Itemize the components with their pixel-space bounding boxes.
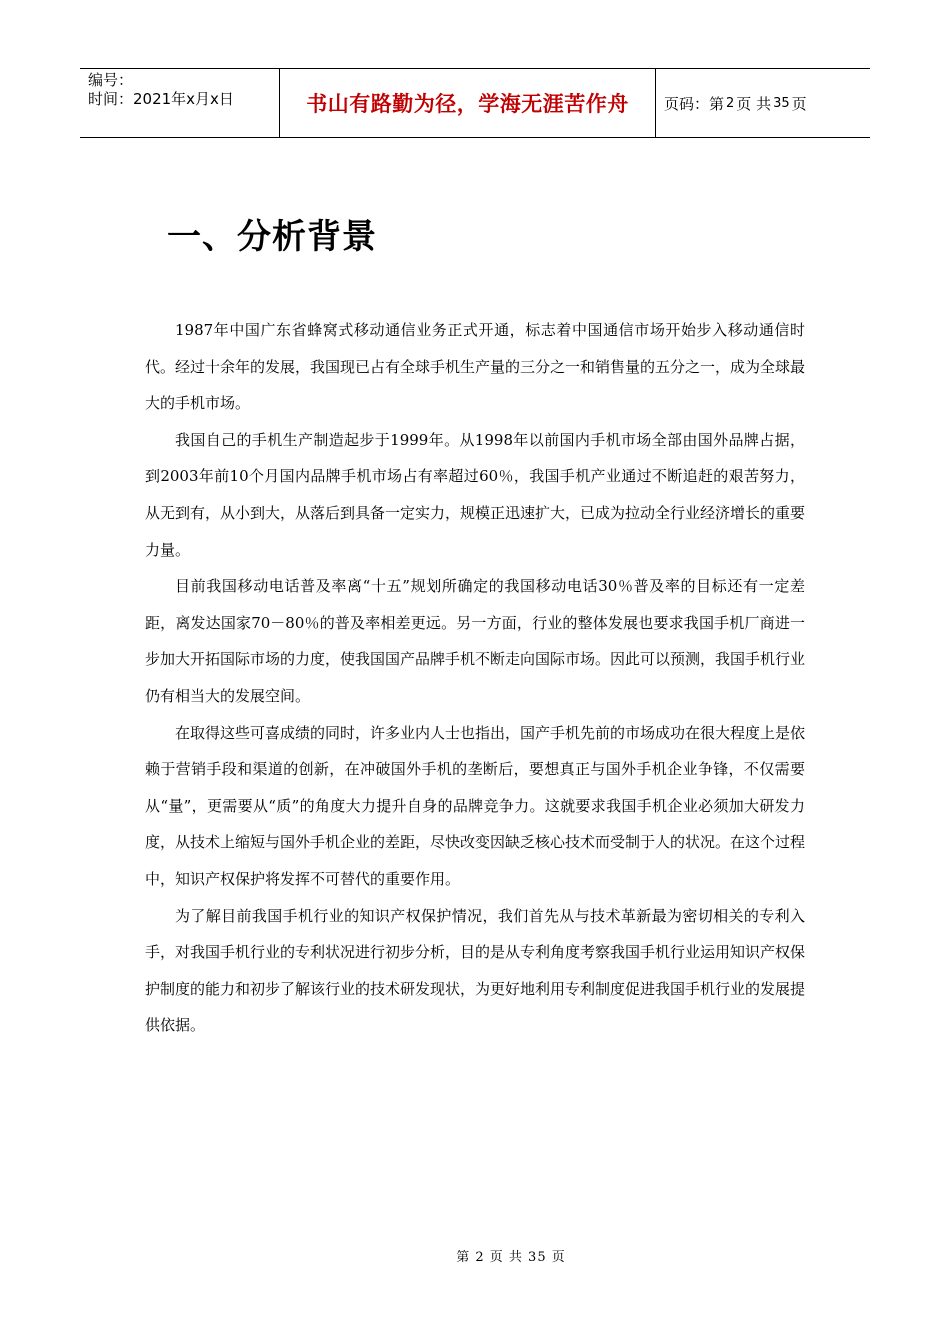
page-prefix: 页码：第	[664, 94, 725, 113]
page-header	[80, 68, 870, 138]
paragraph-1: 1987年中国广东省蜂窝式移动通信业务正式开通，标志着中国通信市场开始步入移动通信时代。经过十余年的发展，我国现已占有全球手机生产量的三分之一和销售量的五分之一，成为全球最大的手机市场。	[145, 321, 806, 413]
page-footer: 第 2 页 共 35 页	[456, 1250, 566, 1265]
paragraph-5: 为了解目前我国手机行业的知识产权保护情况，我们首先从与技术革新最为密切相关的专利入手，对我国手机行业的专利状况进行初步分析，目的是从专利角度考察我国手机行业运用知识产权保护制度的能力和初步了解该行业的技术研发现状，为更好地利用专利制度促进我国手机行业的发展提供依据。	[145, 906, 806, 1035]
page-suffix: 页	[791, 94, 807, 113]
paragraph-3: 目前我国移动电话普及率离“十五”规划所确定的我国移动电话30％普及率的目标还有一定差距，离发达国家70－80％的普及率相差更远。另一方面，行业的整体发展也要求我国手机厂商进一步加大开拓国际市场的力度，使我国国产品牌手机不断走向国际市场。因此可以预测，我国手机行业仍有相当大的发展空间。	[145, 577, 806, 705]
header-meta	[80, 69, 280, 137]
body-text	[145, 312, 805, 1044]
document-time-label: 时间：2021年x月x日	[88, 90, 234, 108]
section-heading: 一、分析背景	[167, 216, 377, 257]
page-mid: 页 共	[736, 94, 772, 113]
document-number-label: 编号：	[88, 71, 134, 89]
paragraph-2: 我国自己的手机生产制造起步于1999年。从1998年以前国内手机市场全部由国外品牌占据，到2003年前10个月国内品牌手机市场占有率超过60％，我国手机产业通过不断追赶的艰苦努力，从无到有，从小到大，从落后到具备一定实力，规模正迅速扩大，已成为拉动全行业经济增长的重要力量。	[145, 430, 806, 559]
page-total: 35	[773, 95, 790, 111]
header-motto: 书山有路勤为径，学海无涯苦作舟	[280, 69, 656, 137]
page-current: 2	[726, 95, 735, 111]
paragraph-4: 在取得这些可喜成绩的同时，许多业内人士也指出，国产手机先前的市场成功在很大程度上是依赖于营销手段和渠道的创新，在冲破国外手机的垄断后，要想真正与国外手机企业争锋，不仅需要从“量”，更需要从“质”的角度大力提升自身的品牌竞争力。这就要求我国手机企业必须加大研发力度，从技术上缩短与国外手机企业的差距，尽快改变因缺乏核心技术而受制于人的状况。在这个过程中，知识产权保护将发挥不可替代的重要作用。	[145, 723, 806, 888]
header-page-indicator	[656, 69, 870, 137]
